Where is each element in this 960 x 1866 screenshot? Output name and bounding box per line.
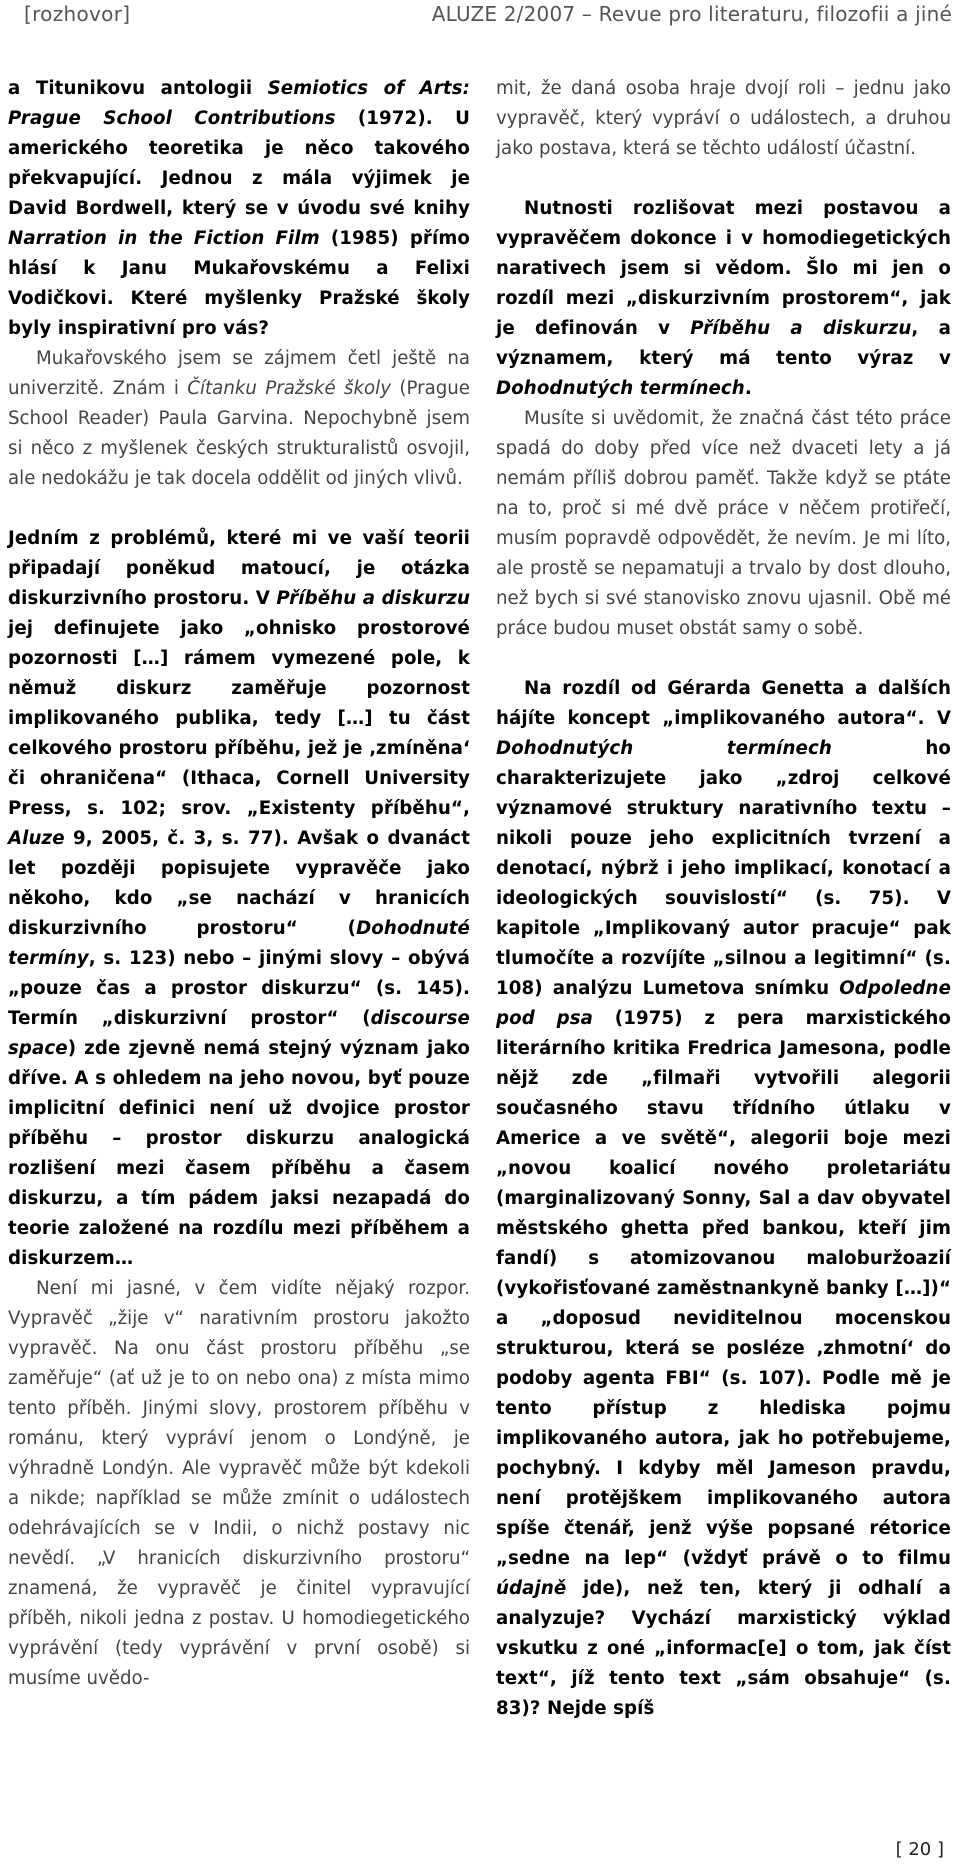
left-column bbox=[8, 74, 470, 1694]
interview-answer-2: Není mi jasné, v čem vidíte nějaký rozpor. Vypravěč „žije v“ narativním prostoru jakožto vypravěč. Na onu část prostoru příběhu „se zaměřuje“ (ať už je to on nebo ona) z místa mimo tento příběh. Jinými slovy, prostorem příběhu v románu, který vypráví jenom o Londýně, je výhradně Londýn. Ale vypravěč může být kdekoli a nikde; například se může zmínit o událostech odehrávajících se v Indii, o nichž postavy nic nevědí. „V hranicích diskurzivního prostoru“ znamená, že vypravěč je činitel vypravující příběh, nikoli jedna z postav. U homodiegetického vyprávění (tedy vyprávění v první osobě) si musíme uvědo- bbox=[8, 1278, 470, 1689]
section-label: [rozhovor] bbox=[24, 2, 131, 26]
work-title: Příběhu a diskurzu bbox=[690, 318, 912, 339]
work-title: Příběhu a diskurzu bbox=[276, 588, 470, 609]
interview-question-3: Nutnosti rozlišovat mezi postavou a vypravěčem dokonce i v homodiegetických narativech jsem si vědom. Šlo mi jen o rozdíl mezi „diskurzivním prostorem“, jak je definován v Příběhu a diskurzu, a významem, který má tento výraz v Dohodnutých termínech. bbox=[496, 198, 951, 399]
interview-question-2: Jedním z problémů, které mi ve vaší teorii připadají poněkud matoucí, je otázka diskurzivního prostoru. V Příběhu a diskurzu jej definujete jako „ohnisko prostorové pozornosti […] rámem vymezené pole, k němuž diskurz zaměřuje pozornost implikovaného publika, tedy […] tu část celkového prostoru příběhu, jež je ‚zmíněna‘ či ohraničena“ (Ithaca, Cornell University Press, s. 102; srov. „Existenty příběhu“, Aluze 9, 2005, č. 3, s. 77). Avšak o dvanáct let později popisujete vypravěče jako někoho, kdo „se nachází v hranicích diskurzivního prostoru“ (Dohodnuté termíny, s. 123) nebo – jinými slovy – obývá „pouze čas a prostor diskurzu“ (s. 145). Termín „diskurzivní prostor“ (discourse space) zde zjevně nemá stejný význam jako dříve. A s ohledem na jeho novou, byť pouze implicitní definici není už dvojice prostor příběhu – prostor diskurzu analogická rozlišení mezi časem příběhu a časem diskurzu, a tím pádem jaksi nezapadá do teorie založené na rozdílu mezi příběhem a diskurzem… bbox=[8, 528, 470, 1269]
page-number: [ 20 ] bbox=[895, 1839, 944, 1860]
work-title: Dohodnutých termínech bbox=[496, 378, 745, 399]
work-title: Semiotics of Arts: Prague School Contributions bbox=[8, 78, 470, 129]
work-title: Odpoledne pod psa bbox=[496, 978, 951, 1029]
right-column bbox=[496, 74, 951, 1724]
interview-answer-3: Musíte si uvědomit, že značná část této práce spadá do doby před více než dvaceti lety a já nemám příliš dobrou paměť. Takže když se ptáte na to, proč si mé dvě práce v něčem protiřečí, musím popravdě odpovědět, že nevím. Je mi líto, ale prostě se nepamatuji a trvalo by dost dlouho, než bych si své stanovisko znovu ujasnil. Obě mé práce budou muset obstát samy o sobě. bbox=[496, 408, 951, 639]
work-title: Čítanku Pražské školy bbox=[187, 378, 391, 399]
term-italic: discourse space bbox=[8, 1008, 470, 1059]
work-title: Dohodnuté termíny bbox=[8, 918, 470, 969]
interview-question-1: a Titunikovu antologii Semiotics of Arts: Prague School Contributions (1972). U amerického teoretika je něco takového překvapující. Jednou z mála výjimek je David Bordwell, který se v úvodu své knihy Narration in the Fiction Film (1985) přímo hlásí k Janu Mukařovskému a Felixi Vodičkovi. Které myšlenky Pražské školy byly inspirativní pro vás? bbox=[8, 78, 470, 339]
interview-answer-1: Mukařovského jsem se zájmem četl ještě na univerzitě. Znám i Čítanku Pražské školy (Prague School Reader) Paula Garvina. Nepochybně jsem si něco z myšlenek českých strukturalistů osvojil, ale nedokážu je tak docela oddělit od jiných vlivů. bbox=[8, 348, 470, 489]
interview-answer-2-continued: mit, že daná osoba hraje dvojí roli – jednu jako vypravěč, který vypráví o událostech, a druhou jako postava, která se těchto událostí účastní. bbox=[496, 78, 951, 159]
work-title: Dohodnutých termínech bbox=[496, 738, 832, 759]
emphasis-italic: údajně bbox=[496, 1578, 567, 1599]
running-header bbox=[0, 0, 960, 34]
work-title: Aluze bbox=[8, 828, 65, 849]
journal-title: ALUZE 2/2007 – Revue pro literaturu, filozofii a jiné bbox=[431, 2, 952, 26]
work-title: Narration in the Fiction Film bbox=[8, 228, 320, 249]
interview-question-4: Na rozdíl od Gérarda Genetta a dalších hájíte koncept „implikovaného autora“. V Dohodnutých termínech ho charakterizujete jako „zdroj celkové významové struktury narativního textu – nikoli pouze jeho explicitních tvrzení a denotací, nýbrž i jeho implikací, konotací a ideologických souvislostí“ (s. 75). V kapitole „Implikovaný autor pracuje“ pak tlumočíte a rozvíjíte „silnou a legitimní“ (s. 108) analýzu Lumetova snímku Odpoledne pod psa (1975) z pera marxistického literárního kritika Fredrica Jamesona, podle nějž zde „filmaři vytvořili alegorii současného stavu třídního útlaku v Americe a ve světě“, alegorii boje mezi „novou koalicí nového proletariátu (marginalizovaný Sonny, Sal a dav obyvatel městského ghetta před bankou, kteří jim fandí) s atomizovanou maloburžoazií (vykořisťované zaměstnankyně banky […])“ a „doposud neviditelnou mocenskou strukturou, která se posléze ‚zhmotní‘ do podoby agenta FBI“ (s. 107). Podle mě je tento přístup z hlediska pojmu implikovaného autora, jak ho potřebujeme, pochybný. I kdyby měl Jameson pravdu, není protějškem implikovaného autora spíše čtenář, jenž výše popsané rétorice „sedne na lep“ (vždyť právě o to filmu údajně jde), než ten, který ji odhalí a analyzuje? Vychází marxistický výklad vskutku z oné „informac[e] o tom, jak číst text“, jíž tento text „sám obsahuje“ (s. 83)? Nejde spíš bbox=[496, 678, 952, 1719]
